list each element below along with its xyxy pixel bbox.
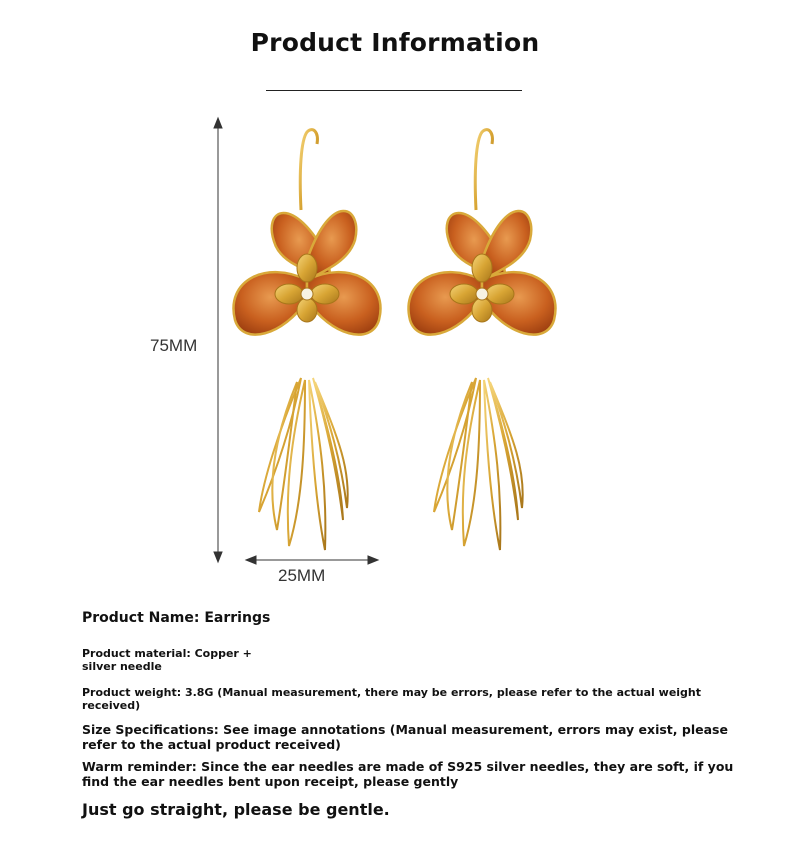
- height-dimension-arrow: [214, 118, 222, 562]
- left-earring: [234, 130, 381, 550]
- width-dimension-arrow: [246, 556, 378, 564]
- size-specifications: Size Specifications: See image annotations (Manual measurement, errors may exist, please refer to the actual product received): [82, 722, 728, 752]
- height-label: 75MM: [150, 336, 198, 355]
- product-figure: [0, 110, 790, 590]
- gentle-note: Just go straight, please be gentle.: [82, 800, 390, 819]
- width-label: 25MM: [278, 566, 326, 585]
- earrings-illustration: [0, 110, 790, 590]
- product-name: Product Name: Earrings: [82, 610, 271, 626]
- title-underline: [266, 90, 522, 91]
- warm-reminder: Warm reminder: Since the ear needles are made of S925 silver needles, they are soft, if you find the ear needles bent upon receipt, please gently: [82, 759, 734, 789]
- product-material: Product material: Copper + silver needle: [82, 647, 252, 673]
- product-weight: Product weight: 3.8G (Manual measurement, there may be errors, please refer to the actual weight received): [82, 686, 702, 712]
- page-title: Product Information: [250, 28, 540, 57]
- right-earring: [409, 130, 556, 550]
